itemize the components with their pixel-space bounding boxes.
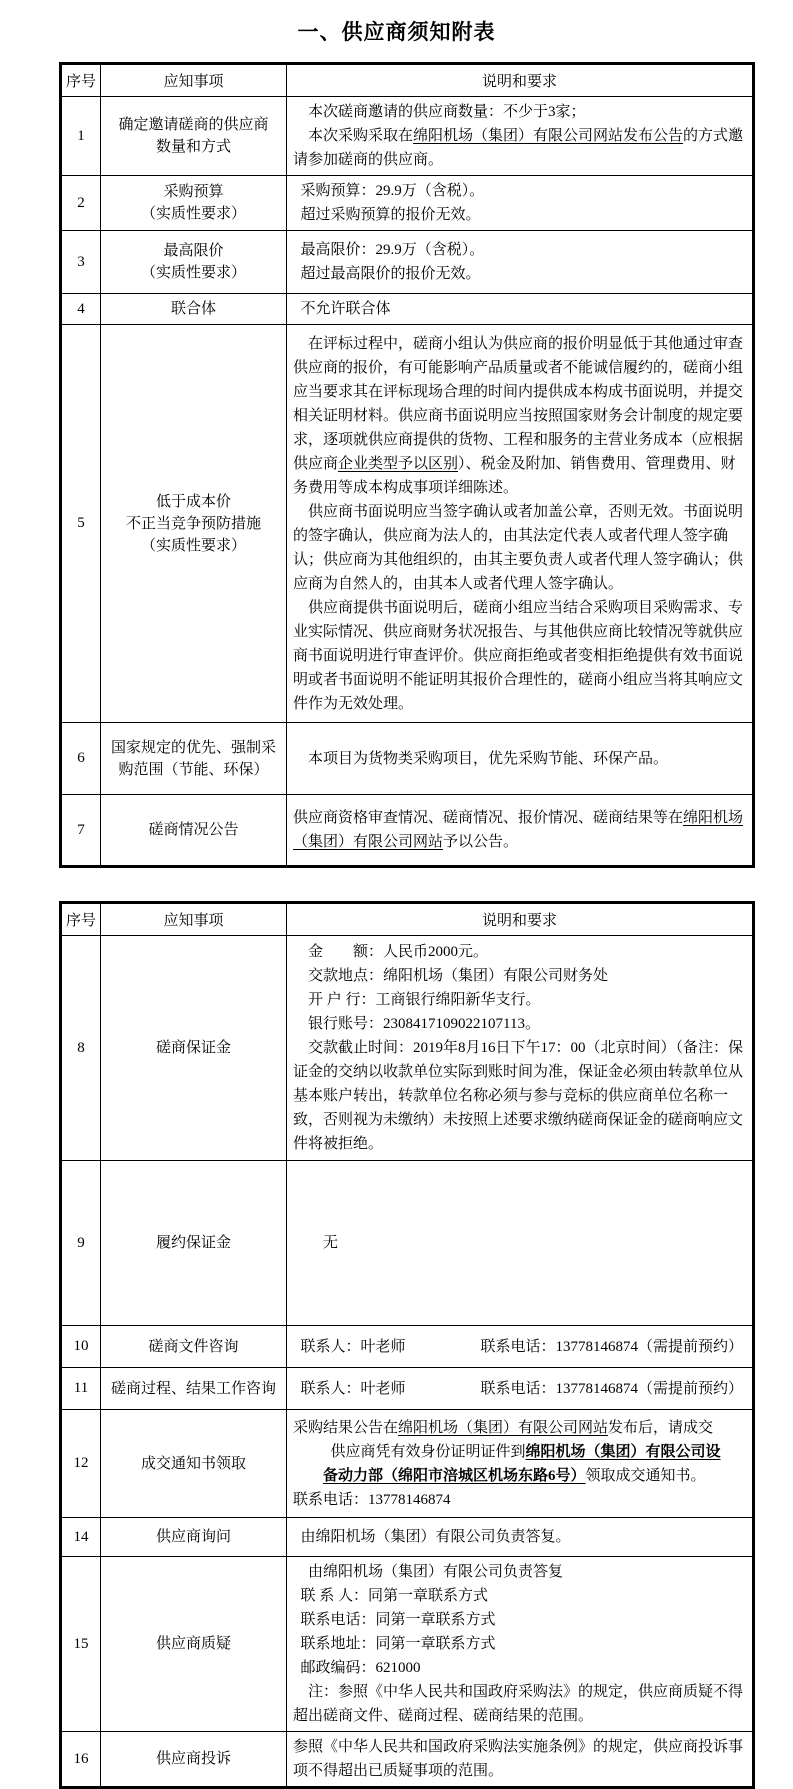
text-segment: 无 xyxy=(323,1235,339,1251)
cell-item xyxy=(101,1732,287,1788)
cell-description xyxy=(287,936,754,1161)
cell-item xyxy=(101,1410,287,1518)
cell-item xyxy=(101,1326,287,1368)
table-row xyxy=(61,1326,754,1368)
cell-item xyxy=(101,231,287,294)
paragraph xyxy=(293,1488,749,1512)
paragraph xyxy=(293,1464,749,1488)
text-segment: 参照《中华人民共和国政府采购法实施条例》的规定，供应商投诉事项不得超出已质疑事项的范围。 xyxy=(293,1739,744,1779)
paragraph xyxy=(293,1377,749,1401)
cell-description xyxy=(287,1368,754,1410)
cell-description xyxy=(287,1326,754,1368)
cell-item xyxy=(101,723,287,795)
table-row xyxy=(61,1161,754,1326)
table-row xyxy=(61,294,754,325)
paragraph xyxy=(293,332,749,500)
cell-item xyxy=(101,795,287,867)
table-row xyxy=(61,97,754,176)
cell-serial: 1 xyxy=(61,97,101,176)
table-row xyxy=(61,231,754,294)
paragraph xyxy=(293,806,749,854)
text-segment: 联系地址：同第一章联系方式 xyxy=(300,1636,496,1652)
cell-item xyxy=(101,1368,287,1410)
text-segment: 金 额：人民币2000元。 xyxy=(308,944,489,960)
cell-serial: 4 xyxy=(61,294,101,325)
item-line: 数量和方式 xyxy=(155,139,231,155)
page-title: 一、供应商须知附表 xyxy=(297,20,496,44)
paragraph xyxy=(293,1335,749,1359)
table-body xyxy=(61,936,754,1788)
paragraph xyxy=(293,747,749,771)
cell-serial: 15 xyxy=(61,1557,101,1732)
paragraph xyxy=(293,964,749,988)
text-segment: 企业类型予以区别 xyxy=(338,455,459,472)
text-segment: 供应商书面说明应当签字确认或者加盖公章，否则无效。书面说明的签字确认，供应商为法人的，由其法定代表人或者代理人签字确认；供应商为其他组织的，由其主要负责人或者代理人签字确认；供应商为自然人的，由其本人或者代理人签字确认。 xyxy=(293,503,744,592)
paragraph xyxy=(293,1584,749,1608)
item-line: 磋商保证金 xyxy=(155,1040,231,1056)
text-segment: 领取成交通知书。 xyxy=(585,1467,706,1484)
cell-serial: 7 xyxy=(61,795,101,867)
item-line: （实质性要求） xyxy=(140,206,246,222)
cell-description xyxy=(287,795,754,867)
table-row xyxy=(61,1557,754,1732)
text-segment: 本次采购采取在 xyxy=(308,128,414,144)
cell-serial: 10 xyxy=(61,1326,101,1368)
table-row xyxy=(61,936,754,1161)
paragraph xyxy=(293,1608,749,1632)
item-line: 磋商文件咨询 xyxy=(148,1338,239,1355)
cell-description xyxy=(287,176,754,231)
text-segment: 的方式邀请参加磋商的供应商。 xyxy=(293,128,744,168)
table-row xyxy=(61,795,754,867)
text-segment: 在评标过程中，磋商小组认为供应商的报价明显低于其他通过审查供应商的报价，有可能影响产品质量或者不能诚信履约的，磋商小组应当要求其在评标现场合理的时间内提供成本构成书面说明，并提交相关证明材料。供应商书面说明应当按照国家财务会计制度的规定要求，逐项就供应商提供的货物、工程和服务的主营业务成本（应根据供应商 xyxy=(293,335,744,472)
paragraph xyxy=(293,500,749,596)
text-segment: 供应商资格审查情况、磋商情况、报价情况、磋商结果等在 xyxy=(293,810,684,826)
text-segment: 银行账号：2308417109022107113。 xyxy=(308,1016,540,1032)
item-line: 最高限价 xyxy=(163,243,224,259)
text-segment: 邮政编码：621000 xyxy=(300,1660,421,1676)
cell-serial: 8 xyxy=(61,936,101,1161)
cell-description xyxy=(287,231,754,294)
item-line: （实质性要求） xyxy=(140,537,246,554)
paragraph xyxy=(293,596,749,716)
paragraph xyxy=(293,179,749,203)
text-segment: 绵阳机场（集团）有限公司网站 xyxy=(398,1419,609,1436)
cell-description xyxy=(287,1518,754,1557)
paragraph xyxy=(293,1036,749,1156)
cell-serial: 14 xyxy=(61,1518,101,1557)
supplier-notice-table-2 xyxy=(59,901,755,1789)
text-segment: 联系电话：13778146874 xyxy=(293,1491,451,1508)
item-line: 确定邀请磋商的供应商 xyxy=(118,117,269,133)
text-segment: 供应商提供书面说明后，磋商小组应当结合采购项目采购需求、专业实际情况、供应商财务状况报告、与其他供应商比较情况等就供应商书面说明进行审查评价。供应商拒绝或者变相拒绝提供有效书面说明或者书面说明不能证明其报价合理性的，磋商小组应当将其响应文件作为无效处理。 xyxy=(293,599,744,712)
paragraph xyxy=(293,1632,749,1656)
paragraph xyxy=(293,1440,749,1464)
text-segment: 最高限价：29.9万（含税）。 xyxy=(300,242,485,258)
table-row xyxy=(61,723,754,795)
item-line: 磋商情况公告 xyxy=(148,822,239,838)
cell-serial: 11 xyxy=(61,1368,101,1410)
cell-item xyxy=(101,936,287,1161)
table-body xyxy=(61,97,754,867)
table-header xyxy=(61,903,754,936)
header-row xyxy=(61,64,754,97)
text-segment: 采购预算：29.9万（含税）。 xyxy=(300,183,485,199)
cell-item xyxy=(101,1518,287,1557)
item-line: 供应商询问 xyxy=(155,1529,231,1545)
paragraph xyxy=(293,1012,749,1036)
paragraph xyxy=(293,1735,749,1783)
text-segment: 发布后，请成交 xyxy=(608,1419,714,1436)
table-row xyxy=(61,1410,754,1518)
text-segment: 联系人：叶老师 联系电话：13778146874（需提前预约） xyxy=(300,1380,744,1397)
cell-serial: 2 xyxy=(61,176,101,231)
cell-description xyxy=(287,1161,754,1326)
text-segment: 联 系 人：同第一章联系方式 xyxy=(300,1588,489,1604)
header-cell: 说明和要求 xyxy=(287,64,754,97)
item-line: 不正当竞争预防措施 xyxy=(125,515,261,532)
paragraph xyxy=(293,262,749,286)
paragraph xyxy=(293,1231,749,1255)
item-line: 磋商过程、结果工作咨询 xyxy=(110,1380,276,1397)
item-line: 供应商质疑 xyxy=(155,1636,231,1652)
text-segment: 超过采购预算的报价无效。 xyxy=(300,207,481,223)
header-cell: 序号 xyxy=(61,903,101,936)
text-segment: 交款截止时间：2019年8月16日下午17：00（北京时间）（备注：保证金的交纳以收款单位实际到账时间为准，保证金必须由转款单位从基本账户转出，转款单位名称必须与参与竞标的供应商单位名称一致，否则视为未缴纳）未按照上述要求缴纳磋商保证金的磋商响应文件将被拒绝。 xyxy=(293,1040,744,1152)
item-line: 联合体 xyxy=(170,301,216,317)
text-segment: 交款地点：绵阳机场（集团）有限公司财务处 xyxy=(308,968,609,984)
paragraph xyxy=(293,203,749,227)
cell-item xyxy=(101,325,287,723)
item-line: 采购预算 xyxy=(163,184,224,200)
table-row xyxy=(61,1732,754,1788)
item-line: 成交通知书领取 xyxy=(140,1455,246,1472)
text-segment: 予以公告。 xyxy=(443,834,519,850)
supplier-notice-table-1 xyxy=(59,62,755,868)
text-segment: 开 户 行：工商银行绵阳新华支行。 xyxy=(308,992,541,1008)
table-row xyxy=(61,1518,754,1557)
text-segment: 本次磋商邀请的供应商数量：不少于3家； xyxy=(308,104,586,120)
paragraph xyxy=(293,1525,749,1549)
text-segment: 备动力部（绵阳市涪城区机场东路6号） xyxy=(323,1467,586,1484)
text-segment: 注：参照《中华人民共和国政府采购法》的规定，供应商质疑不得超出磋商文件、磋商过程、磋商结果的范围。 xyxy=(293,1684,744,1724)
header-cell: 应知事项 xyxy=(101,64,287,97)
cell-serial: 9 xyxy=(61,1161,101,1326)
paragraph xyxy=(293,297,749,321)
item-line: 购范围（节能、环保） xyxy=(118,761,269,778)
cell-item xyxy=(101,1557,287,1732)
text-segment: 联系电话：同第一章联系方式 xyxy=(300,1612,496,1628)
table-row xyxy=(61,1368,754,1410)
cell-serial: 5 xyxy=(61,325,101,723)
text-segment: 超过最高限价的报价无效。 xyxy=(300,266,481,282)
item-line: 低于成本价 xyxy=(155,493,231,510)
item-line: （实质性要求） xyxy=(140,265,246,281)
cell-description xyxy=(287,1410,754,1518)
paragraph xyxy=(293,1656,749,1680)
text-segment: 由绵阳机场（集团）有限公司负责答复。 xyxy=(300,1529,571,1545)
item-line: 履约保证金 xyxy=(155,1235,231,1251)
paragraph xyxy=(293,1560,749,1584)
header-cell: 应知事项 xyxy=(101,903,287,936)
cell-serial: 3 xyxy=(61,231,101,294)
paragraph xyxy=(293,238,749,262)
text-segment: 联系人：叶老师 联系电话：13778146874（需提前预约） xyxy=(300,1338,744,1355)
cell-item xyxy=(101,97,287,176)
cell-description xyxy=(287,1732,754,1788)
text-segment: 由绵阳机场（集团）有限公司负责答复 xyxy=(308,1564,564,1580)
cell-description xyxy=(287,1557,754,1732)
item-line: 国家规定的优先、强制采 xyxy=(110,739,276,756)
paragraph xyxy=(293,988,749,1012)
paragraph xyxy=(293,1680,749,1728)
header-cell: 序号 xyxy=(61,64,101,97)
text-segment: 供应商凭有效身份证明证件到 xyxy=(330,1443,526,1460)
cell-serial: 6 xyxy=(61,723,101,795)
text-segment: 不允许联合体 xyxy=(300,301,391,317)
cell-item xyxy=(101,1161,287,1326)
cell-description xyxy=(287,723,754,795)
text-segment: 采购结果公告在 xyxy=(293,1419,399,1436)
text-segment: 本项目为货物类采购项目，优先采购节能、环保产品。 xyxy=(308,750,669,767)
text-segment: 绵阳机场（集团）有限公司网站发布公告 xyxy=(413,128,684,144)
paragraph xyxy=(293,124,749,172)
header-row xyxy=(61,903,754,936)
paragraph xyxy=(293,940,749,964)
paragraph xyxy=(293,100,749,124)
table-header xyxy=(61,64,754,97)
cell-serial: 16 xyxy=(61,1732,101,1788)
cell-item xyxy=(101,294,287,325)
text-segment: 绵阳机场（集团）有限公司网站 xyxy=(293,810,744,850)
table-row xyxy=(61,325,754,723)
table-row xyxy=(61,176,754,231)
header-cell: 说明和要求 xyxy=(287,903,754,936)
cell-description xyxy=(287,325,754,723)
item-line: 供应商投诉 xyxy=(155,1751,231,1767)
cell-item xyxy=(101,176,287,231)
cell-serial: 12 xyxy=(61,1410,101,1518)
text-segment: 绵阳机场（集团）有限公司设 xyxy=(525,1443,721,1460)
cell-description xyxy=(287,97,754,176)
text-segment: ）、税金及附加、销售费用、管理费用、财务费用等成本构成事项详细陈述。 xyxy=(293,455,736,496)
cell-description xyxy=(287,294,754,325)
paragraph xyxy=(293,1416,749,1440)
